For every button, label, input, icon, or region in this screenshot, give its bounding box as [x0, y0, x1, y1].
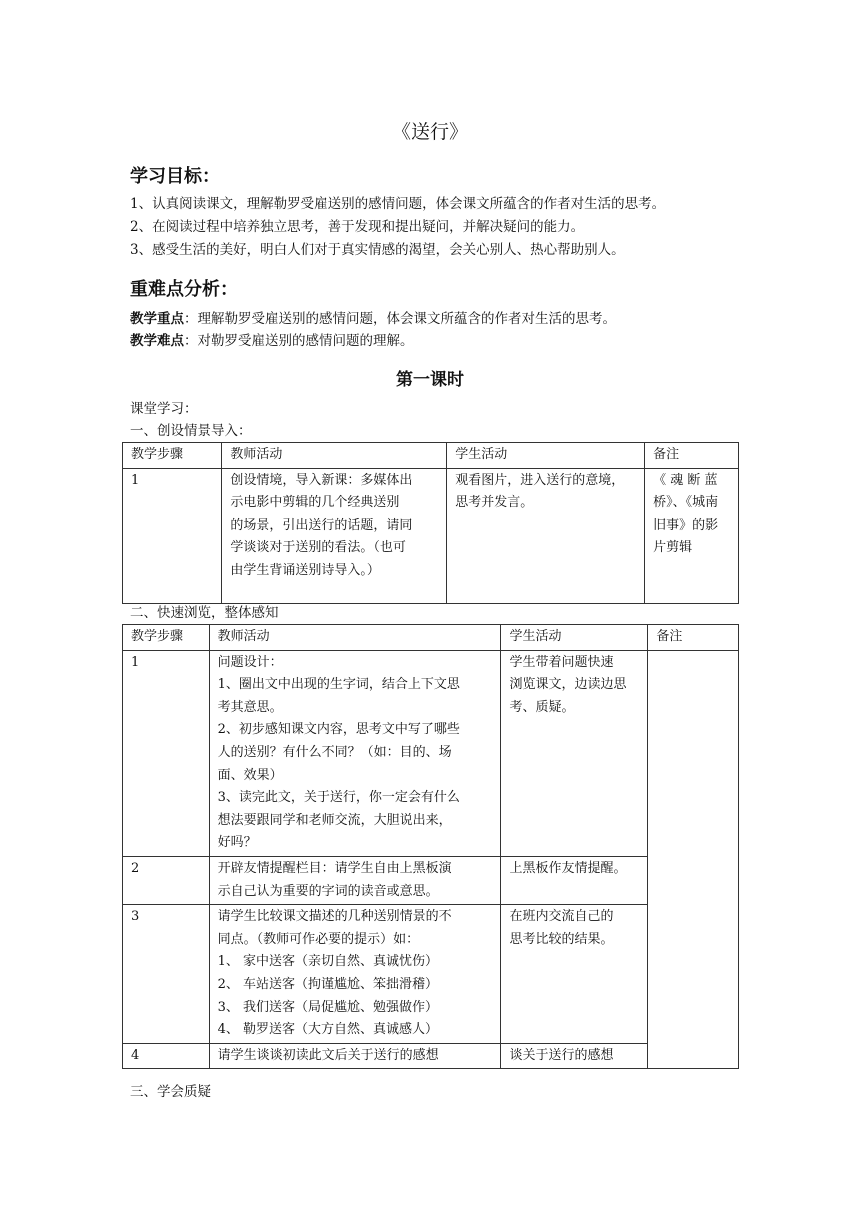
- text-line: 思考并发言。: [455, 495, 534, 511]
- text-line: 在班内交流自己的: [509, 909, 614, 925]
- student-activity-cell: [501, 856, 648, 904]
- text-line: 同点。（教师可作必要的提示）如：: [217, 931, 420, 947]
- header-step: 教学步骤: [123, 443, 222, 469]
- text-line: 开辟友情提醒栏目：请学生自由上黑板演: [217, 860, 452, 876]
- student-activity-cell: [501, 905, 648, 1044]
- text-line: 片剪辑: [653, 540, 693, 556]
- text-line: 想法要跟同学和老师交流，大胆说出来，: [217, 812, 452, 828]
- objective-item-1: 1、认真阅读课文，理解勒罗受雇送别的感情问题，体会课文所蕴含的作者对生活的思考。: [130, 196, 666, 212]
- lesson-heading: 第一课时: [396, 370, 464, 390]
- key-point-label: 教学重点: [130, 311, 184, 327]
- header-teacher: 教师活动: [209, 625, 501, 651]
- text-line: 浏览课文，边读边思: [509, 677, 627, 693]
- header-note: 备注: [648, 625, 739, 651]
- text-line: 请学生比较课文描述的几种送别情景的不: [217, 909, 452, 925]
- student-activity-cell: [447, 468, 645, 603]
- student-activity-cell: [501, 1043, 648, 1069]
- objective-item-2: 2、在阅读过程中培养独立思考，善于发现和提出疑问，并解决疑问的能力。: [130, 219, 585, 235]
- teaching-key-point: [130, 308, 616, 330]
- table-row: [123, 856, 739, 904]
- text-line: 考、质疑。: [509, 699, 575, 715]
- text-line: 人的送别？有什么不同？（如：目的、场: [217, 744, 452, 760]
- text-line: 旧事》的影: [653, 517, 719, 533]
- table-row: [123, 468, 739, 603]
- key-point-text: ：理解勒罗受雇送别的感情问题，体会课文所蕴含的作者对生活的思考。: [184, 311, 616, 327]
- teacher-activity-cell: [222, 468, 447, 603]
- table-row: [123, 1043, 739, 1069]
- step-cell: 3: [123, 905, 210, 1044]
- text-line: 考其意思。: [217, 699, 283, 715]
- text-line: 《 魂 断 蓝: [653, 472, 718, 488]
- table-row: [123, 650, 739, 856]
- text-line: 4、 勒罗送客（大方自然、真诚感人）: [217, 1022, 439, 1038]
- text-line: 3、 我们送客（局促尴尬、勉强做作）: [217, 999, 439, 1015]
- objectives-heading: 学习目标：: [130, 166, 220, 187]
- text-line: 桥》、《城南: [653, 495, 719, 511]
- section2-table: [122, 624, 739, 1069]
- note-cell: [645, 468, 739, 603]
- text-line: 学生带着问题快速: [509, 654, 614, 670]
- section1-heading: 一、创设情景导入：: [130, 423, 252, 439]
- text-line: 1、圈出文中出现的生字词，结合上下文思: [217, 677, 460, 693]
- text-line: 面、效果）: [217, 767, 283, 783]
- step-cell: 2: [123, 856, 210, 904]
- classroom-label: 课堂学习：: [130, 401, 198, 417]
- text-line: 谈关于送行的感想: [509, 1047, 614, 1063]
- text-line: 学谈谈对于送别的看法。（也可: [230, 540, 406, 556]
- header-student: 学生活动: [447, 443, 645, 469]
- text-line: 2、 车站送客（拘谨尴尬、笨拙滑稽）: [217, 976, 439, 992]
- text-line: 创设情境，导入新课：多媒体出: [230, 472, 413, 488]
- text-line: 问题设计：: [217, 654, 283, 670]
- text-line: 请学生谈谈初读此文后关于送行的感想: [217, 1047, 439, 1063]
- table-row: [123, 905, 739, 1044]
- text-line: 1、 家中送客（亲切自然、真诚忧伤）: [217, 954, 439, 970]
- table-header-row: [123, 443, 739, 469]
- header-note: 备注: [645, 443, 739, 469]
- text-line: 观看图片，进入送行的意境，: [455, 472, 625, 488]
- text-line: 的场景，引出送行的话题，请同: [230, 517, 413, 533]
- step-cell: 4: [123, 1043, 210, 1069]
- objective-item-3: 3、感受生活的美好，明白人们对于真实情感的渴望，会关心别人、热心帮助别人。: [130, 242, 625, 258]
- section2-heading: 二、快速浏览，整体感知: [130, 605, 279, 621]
- difficult-point-label: 教学难点: [130, 333, 184, 349]
- header-student: 学生活动: [501, 625, 648, 651]
- section3-heading: 三、学会质疑: [130, 1084, 211, 1100]
- header-teacher: 教师活动: [222, 443, 447, 469]
- section1-table: [122, 442, 739, 604]
- text-line: 好吗？: [217, 835, 257, 851]
- teaching-difficult-point: [130, 330, 414, 352]
- step-cell: 1: [123, 468, 222, 603]
- student-activity-cell: [501, 650, 648, 856]
- text-line: 思考比较的结果。: [509, 931, 614, 947]
- text-line: 3、读完此文，关于送行，你一定会有什么: [217, 790, 460, 806]
- teacher-activity-cell: [209, 905, 501, 1044]
- table-header-row: [123, 625, 739, 651]
- text-line: 上黑板作友情提醒。: [509, 860, 627, 876]
- step-cell: 1: [123, 650, 210, 856]
- header-step: 教学步骤: [123, 625, 210, 651]
- teacher-activity-cell: [209, 1043, 501, 1069]
- note-cell: [648, 650, 739, 1069]
- text-line: 由学生背诵送别诗导入。）: [230, 562, 380, 578]
- teacher-activity-cell: [209, 650, 501, 856]
- text-line: 示自己认为重要的字词的读音或意思。: [217, 883, 439, 899]
- teacher-activity-cell: [209, 856, 501, 904]
- analysis-heading: 重难点分析：: [130, 279, 238, 300]
- text-line: 2、初步感知课文内容，思考文中写了哪些: [217, 722, 460, 738]
- document-title: 《送行》: [391, 121, 468, 143]
- text-line: 示电影中剪辑的几个经典送别: [230, 495, 400, 511]
- difficult-point-text: ：对勒罗受雇送别的感情问题的理解。: [184, 333, 414, 349]
